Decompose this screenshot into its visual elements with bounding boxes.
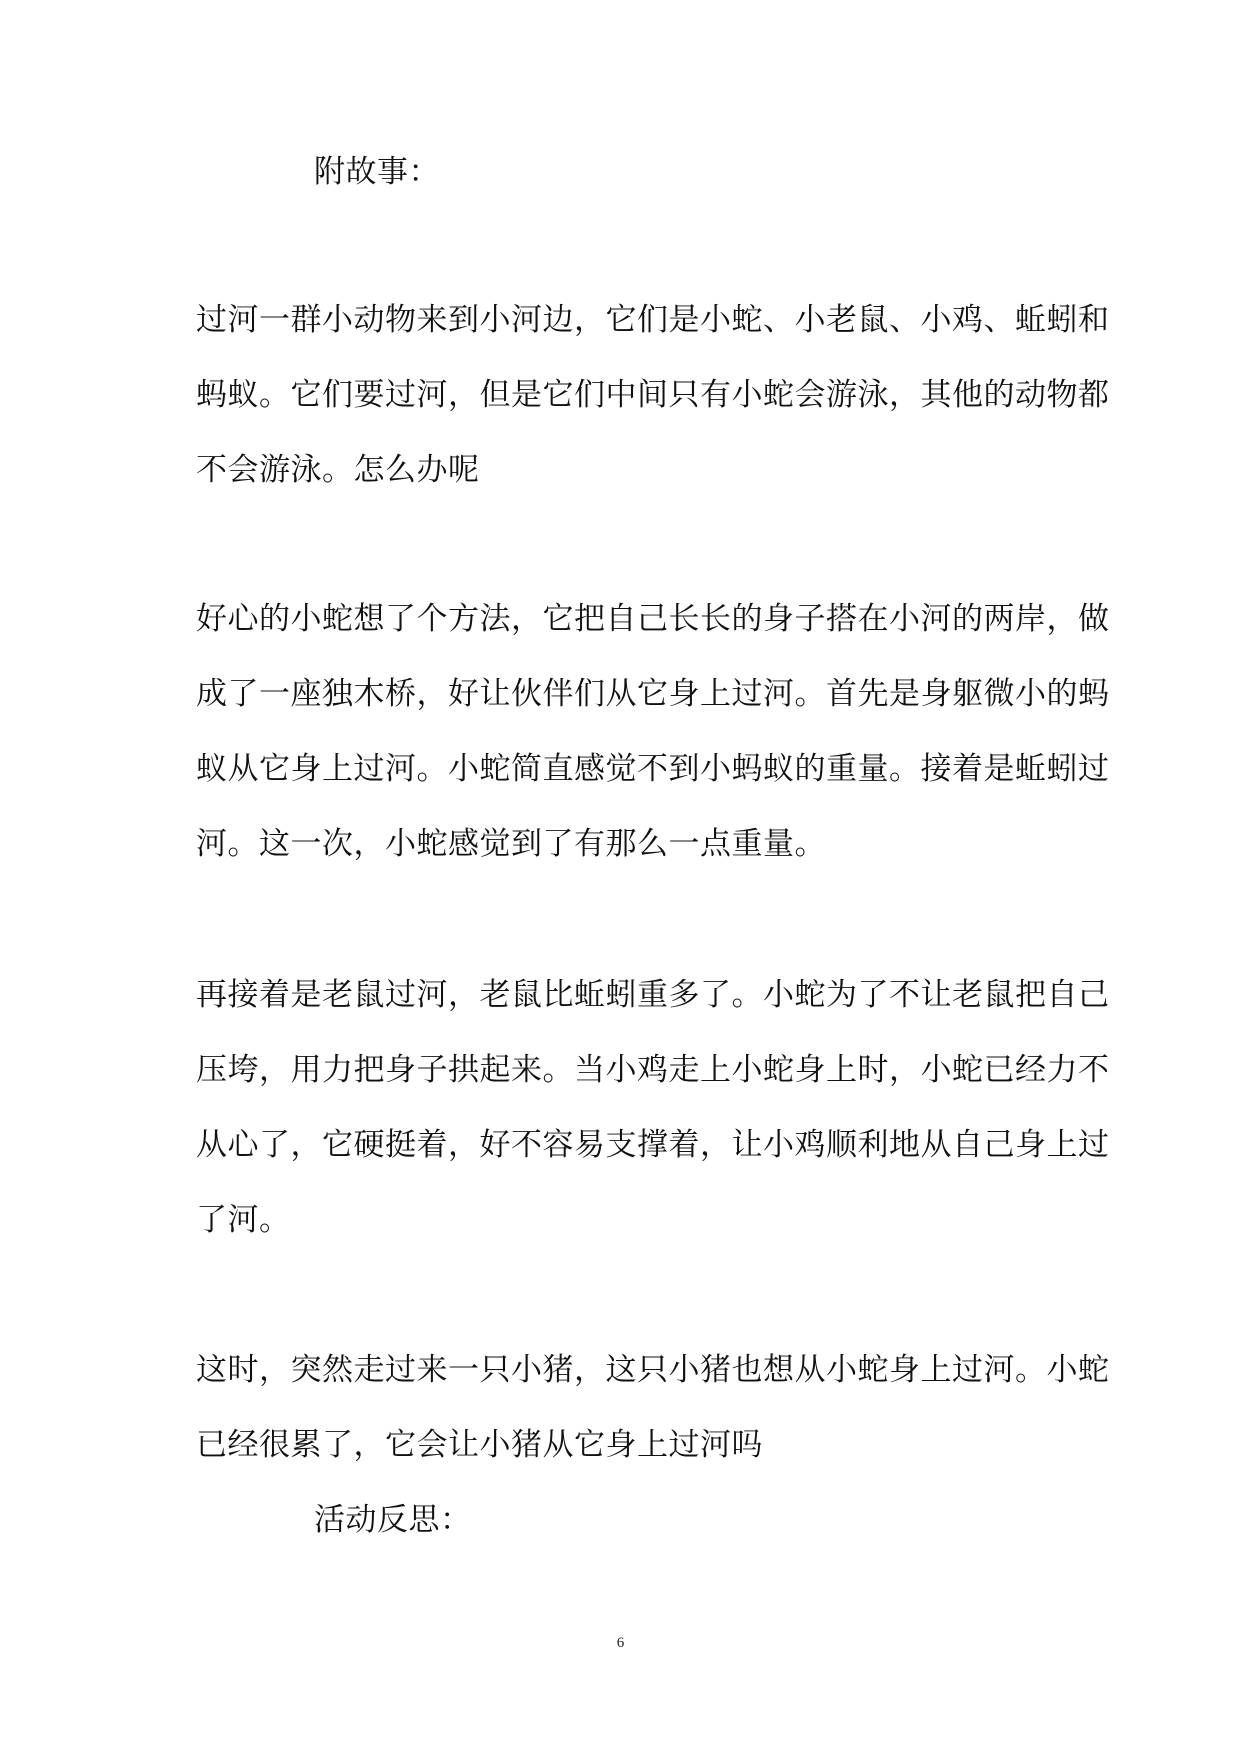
story-heading: 附故事：	[314, 154, 440, 190]
paragraph-4-line-2: 已经很累了，它会让小猪从它身上过河吗	[196, 1427, 763, 1463]
paragraph-1-line-3: 不会游泳。怎么办呢	[196, 452, 480, 488]
paragraph-4-line-1: 这时，突然走过来一只小猪，这只小猪也想从小蛇身上过河。小蛇	[196, 1352, 1110, 1388]
paragraph-2-line-3: 蚁从它身上过河。小蛇简直感觉不到小蚂蚁的重量。接着是蚯蚓过	[196, 751, 1110, 787]
paragraph-3-line-3: 从心了，它硬挺着，好不容易支撑着，让小鸡顺利地从自己身上过	[196, 1127, 1110, 1163]
paragraph-2-line-1: 好心的小蛇想了个方法，它把自己长长的身子搭在小河的两岸，做	[196, 601, 1110, 637]
paragraph-2-line-2: 成了一座独木桥，好让伙伴们从它身上过河。首先是身躯微小的蚂	[196, 676, 1110, 712]
paragraph-3-line-1: 再接着是老鼠过河，老鼠比蚯蚓重多了。小蛇为了不让老鼠把自己	[196, 977, 1110, 1013]
paragraph-2-line-4: 河。这一次，小蛇感觉到了有那么一点重量。	[196, 826, 826, 862]
paragraph-3-line-2: 压垮，用力把身子拱起来。当小鸡走上小蛇身上时，小蛇已经力不	[196, 1052, 1110, 1088]
reflection-heading: 活动反思：	[314, 1502, 472, 1538]
paragraph-1-line-1: 过河一群小动物来到小河边，它们是小蛇、小老鼠、小鸡、蚯蚓和	[196, 302, 1110, 338]
page-number: 6	[616, 1635, 625, 1651]
paragraph-1-line-2: 蚂蚁。它们要过河，但是它们中间只有小蛇会游泳，其他的动物都	[196, 377, 1110, 413]
paragraph-3-line-4: 了河。	[196, 1202, 291, 1238]
